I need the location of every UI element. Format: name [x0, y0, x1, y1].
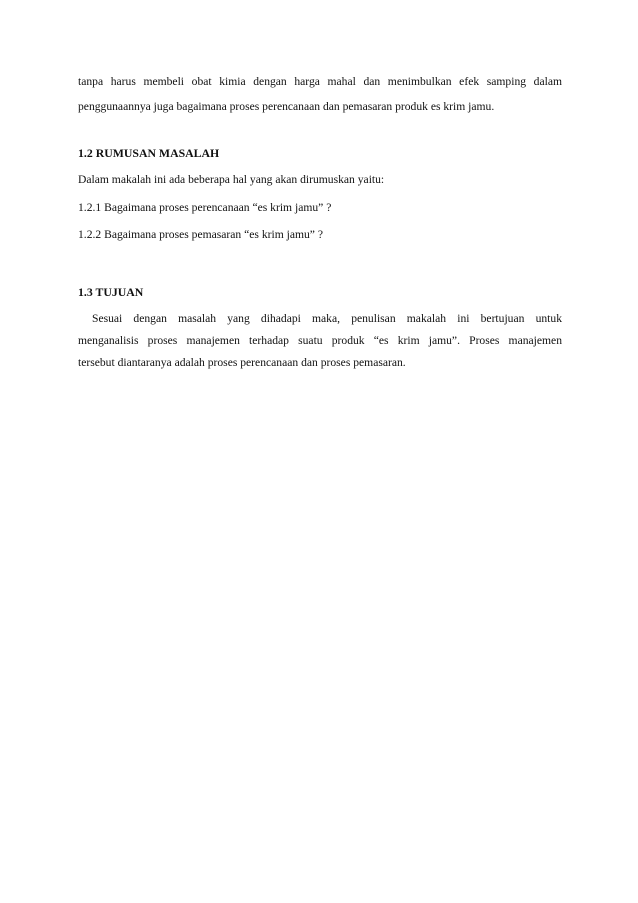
intro-paragraph-line-2: penggunaannya juga bagaimana proses perencanaan dan pemasaran produk es krim jamu.	[78, 100, 495, 113]
tujuan-paragraph-line-2: menganalisis proses manajemen terhadap suatu produk “es krim jamu”. Proses manajemen	[78, 334, 562, 347]
section-heading-tujuan: 1.3 TUJUAN	[78, 285, 144, 299]
tujuan-paragraph-line-3: tersebut diantaranya adalah proses perencanaan dan proses pemasaran.	[78, 356, 406, 369]
section-heading-rumusan-masalah: 1.2 RUMUSAN MASALAH	[78, 146, 220, 160]
rumusan-item-1: 1.2.1 Bagaimana proses perencanaan “es krim jamu” ?	[78, 201, 332, 214]
rumusan-item-2: 1.2.2 Bagaimana proses pemasaran “es krim jamu” ?	[78, 228, 323, 241]
intro-paragraph-line-1: tanpa harus membeli obat kimia dengan harga mahal dan menimbulkan efek samping dalam	[78, 75, 562, 88]
tujuan-paragraph-line-1: Sesuai dengan masalah yang dihadapi maka, penulisan makalah ini bertujuan untuk	[92, 312, 562, 325]
rumusan-intro: Dalam makalah ini ada beberapa hal yang akan dirumuskan yaitu:	[78, 173, 385, 186]
